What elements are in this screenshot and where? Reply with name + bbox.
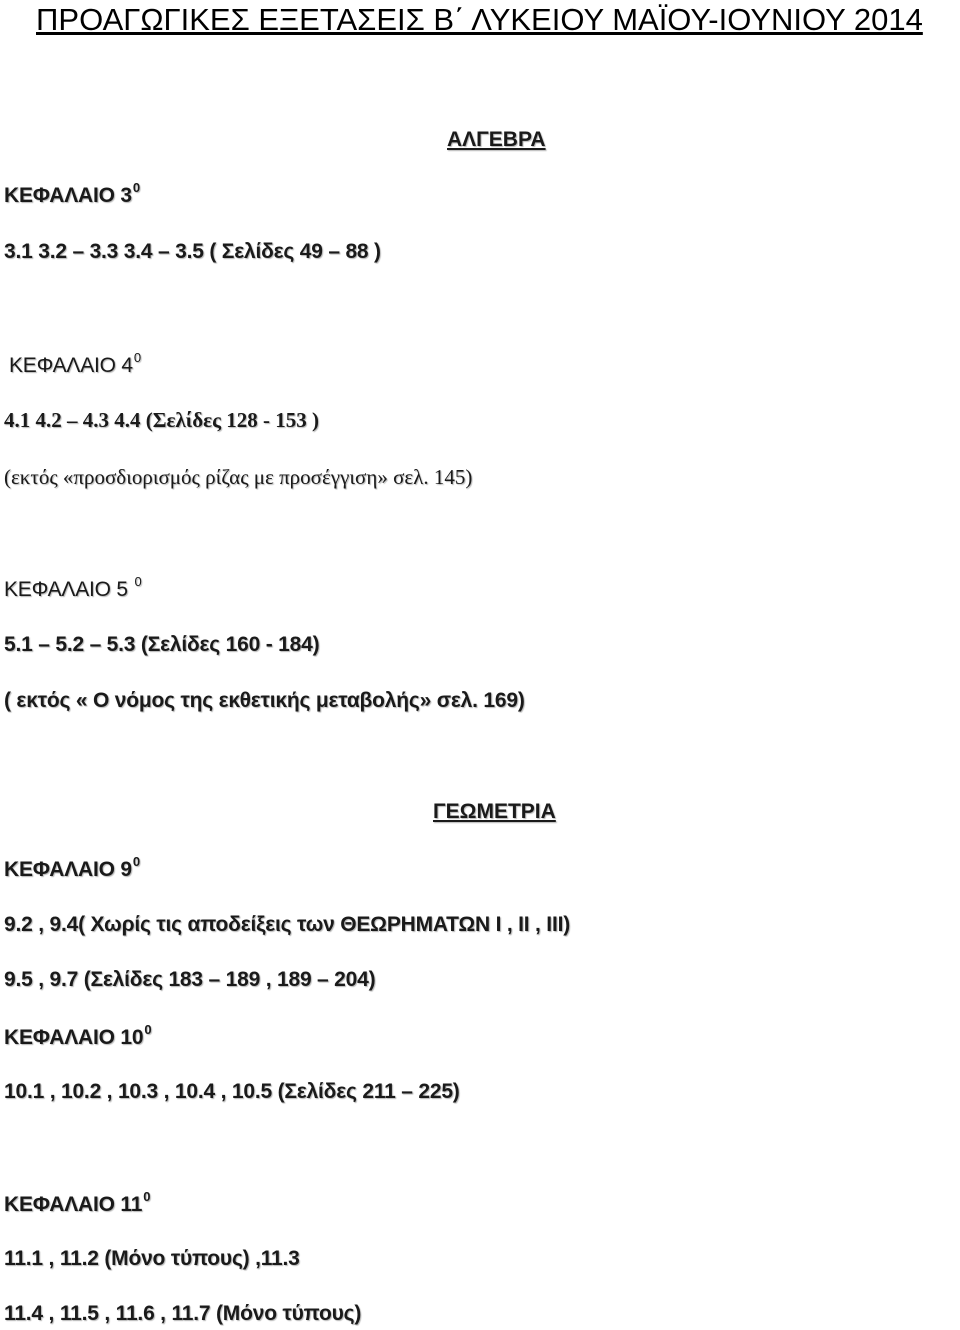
chapter-5-label: ΚΕΦΑΛΑΙΟ 5 $^0$: [4, 574, 142, 601]
chapter-4-label: ΚΕΦΑΛΑΙΟ $4^0$: [9, 350, 141, 377]
chapter-5-sections: 5.1 – 5.2 – 5.3 (Σελίδες 160 - 184): [4, 633, 320, 656]
chapter-10-label: ΚΕΦΑΛΑΙΟ $10^0$: [4, 1022, 152, 1049]
geometry-heading: ΓΕΩΜΕΤΡΙΑ: [433, 800, 556, 823]
chapter-5-exclusion: ( εκτός « Ο νόμος της εκθετικής μεταβολής» σελ. 169): [4, 689, 525, 712]
chapter-11-sections-a: 11.1 , 11.2 (Μόνο τύπους) ,11.3: [4, 1247, 300, 1270]
algebra-heading: ΑΛΓΕΒΡΑ: [447, 128, 546, 151]
chapter-9-sections-a: 9.2 , 9.4( Χωρίς τις αποδείξεις των ΘΕΩΡΗΜΑΤΩΝ Ι , ΙΙ , ΙΙΙ): [4, 913, 571, 936]
page-title: ΠΡΟΑΓΩΓΙΚΕΣ ΕΞΕΤΑΣΕΙΣ Β΄ ΛΥΚΕΙΟΥ ΜΑΪΟΥ-ΙΟΥΝΙΟΥ 2014: [36, 2, 923, 37]
chapter-9-sections-b: 9.5 , 9.7 (Σελίδες 183 – 189 , 189 – 204): [4, 968, 376, 991]
chapter-4-exclusion: (εκτός «προσδιορισμός ρίζας με προσέγγιση» σελ. 145): [4, 465, 473, 489]
chapter-11-label: ΚΕΦΑΛΑΙΟ $11^0$: [4, 1189, 151, 1216]
chapter-9-label: ΚΕΦΑΛΑΙΟ $9^0$: [4, 854, 140, 881]
chapter-11-sections-b: 11.4 , 11.5 , 11.6 , 11.7 (Μόνο τύπους): [4, 1302, 362, 1325]
chapter-4-sections: 4.1 4.2 – 4.3 4.4 (Σελίδες 128 - 153 ): [4, 408, 319, 432]
chapter-10-sections: 10.1 , 10.2 , 10.3 , 10.4 , 10.5 (Σελίδες 211 – 225): [4, 1080, 460, 1103]
chapter-3-sections: 3.1 3.2 – 3.3 3.4 – 3.5 ( Σελίδες 49 – 88 ): [4, 240, 381, 263]
chapter-3-label: ΚΕΦΑΛΑΙΟ $3^0$: [4, 180, 140, 207]
